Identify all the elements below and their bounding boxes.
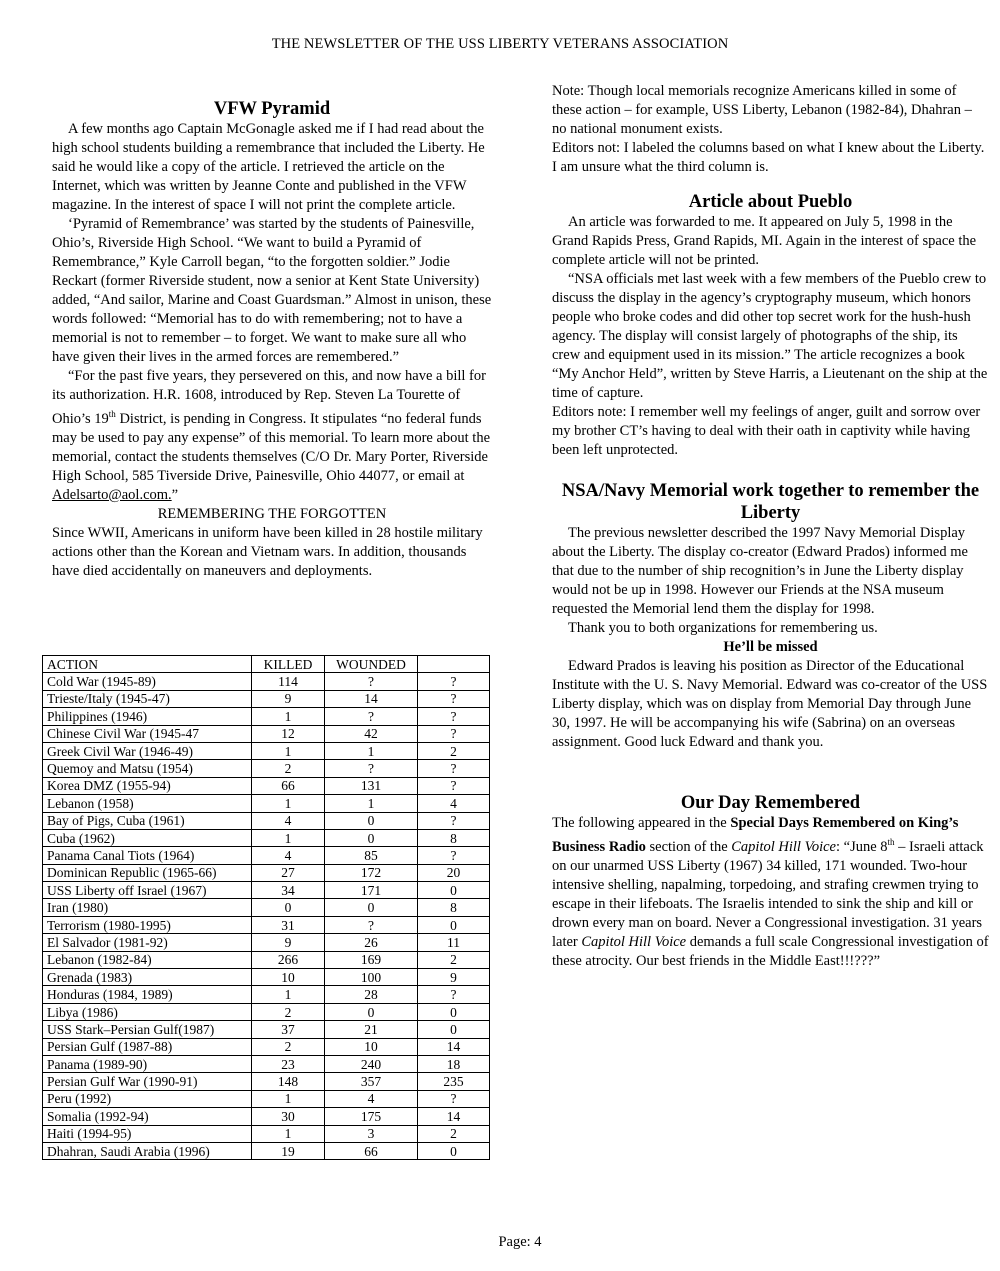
table-cell: ? [418, 708, 490, 725]
table-cell: 1 [252, 795, 325, 812]
table-cell: ? [325, 708, 418, 725]
table-cell: 0 [325, 899, 418, 916]
table-cell: ? [418, 986, 490, 1003]
our-day-text-5: : “June 8 [835, 838, 888, 855]
table-cell: 0 [418, 1003, 490, 1020]
table-row [43, 1055, 490, 1072]
table-cell: Terrorism (1980-1995) [43, 916, 252, 933]
table-cell: 0 [325, 1003, 418, 1020]
table-cell: 1 [252, 1125, 325, 1142]
vfw-paragraph-1: A few months ago Captain McGonagle asked me if I had read about the high school students building a remembrance that included the Liberty. He said he would like a copy of the article. I retrieved the article on the Internet, which was written by Jeanne Conte and published in the VFW magazine. In the interest of space I will not print the complete article. [52, 121, 485, 213]
table-cell: 34 [252, 882, 325, 899]
table-row [43, 673, 490, 690]
table-cell: Honduras (1984, 1989) [43, 986, 252, 1003]
table-row [43, 1021, 490, 1038]
table-cell: 2 [418, 1125, 490, 1142]
table-cell: ? [325, 673, 418, 690]
table-cell: Panama Canal Tiots (1964) [43, 847, 252, 864]
casualties-table [42, 655, 490, 1160]
table-row [43, 1108, 490, 1125]
our-day-text-8: demands a full scale Congressional investigation of these atrocity. Our best friends in the Middle East!!!???” [552, 933, 989, 969]
table-row [43, 708, 490, 725]
table-cell: ? [325, 760, 418, 777]
table-cell: 2 [252, 1003, 325, 1020]
table-cell: Korea DMZ (1955-94) [43, 777, 252, 794]
nsa-paragraph-3: Edward Prados is leaving his position as Director of the Educational Institute with the U. S. Navy Memorial. Edward was co-creator of the USS Liberty display, which was on display from Memorial Day through June 30, 1997. He will be accompanying his wife (Sabrina) on an overseas assignment. Good luck Edward and thank you. [552, 658, 988, 750]
superscript-th-2: th [887, 837, 895, 847]
table-cell: 4 [418, 795, 490, 812]
table-cell: Chinese Civil War (1945-47 [43, 725, 252, 742]
table-row [43, 986, 490, 1003]
table-cell: Panama (1989-90) [43, 1055, 252, 1072]
editors-not-paragraph: Editors not: I labeled the columns based on what I knew about the Liberty. I am unsure what the third column is. [552, 140, 985, 175]
page-number: Page: 4 [498, 1234, 542, 1250]
table-row [43, 1125, 490, 1142]
table-cell: 9 [252, 690, 325, 707]
pueblo-title: Article about Pueblo [688, 192, 853, 212]
table-cell: 2 [418, 951, 490, 968]
table-cell: 0 [418, 916, 490, 933]
table-header-cell: KILLED [252, 656, 325, 673]
table-cell: Peru (1992) [43, 1090, 252, 1107]
table-cell: Greek Civil War (1946-49) [43, 742, 252, 759]
table-cell: Persian Gulf (1987-88) [43, 1038, 252, 1055]
table-cell: 266 [252, 951, 325, 968]
table-cell: 66 [252, 777, 325, 794]
our-day-publication-1: Capitol Hill Voice [731, 838, 836, 855]
table-cell: ? [325, 916, 418, 933]
table-cell: Lebanon (1982-84) [43, 951, 252, 968]
table-cell: 14 [418, 1108, 490, 1125]
table-cell: 240 [325, 1055, 418, 1072]
table-row [43, 812, 490, 829]
table-cell: 19 [252, 1142, 325, 1159]
our-day-radio-name: Special Days Remembered on King’s Business Radio [552, 815, 959, 855]
table-cell: 1 [252, 829, 325, 846]
table-header-row [43, 656, 490, 673]
pueblo-paragraph-2: “NSA officials met last week with a few members of the Pueblo crew to discuss the display in the agency’s cryptography museum, which honors people who broke codes and did other top secret work for the hush-hush agency. The display will consist largely of photographs of the ship, its crew and equipment used in its mission.” The article recognizes a book “My Anchor Held”, written by Steve Harris, a Lieutenant on the ship at the time of capture. [552, 271, 988, 401]
table-cell: USS Liberty off Israel (1967) [43, 882, 252, 899]
our-day-title: Our Day Remembered [680, 793, 861, 813]
table-cell: Quemoy and Matsu (1954) [43, 760, 252, 777]
table-header-cell: ACTION [43, 656, 252, 673]
table-cell: 171 [325, 882, 418, 899]
table-cell: 9 [252, 934, 325, 951]
table-cell: 131 [325, 777, 418, 794]
note-paragraph: Note: Though local memorials recognize Americans killed in some of these action – for example, USS Liberty, Lebanon (1982-84), Dhahran – no national monument exists. [552, 83, 972, 137]
vfw-p3-text-b: District, is pending in Congress. It stipulates “no federal funds may be used to pay any expense” of this memorial. To learn more about the memorial, contact the students themselves (C/O Dr. Mary Porter, Riverside High School, 585 Tiverside Drive, Painesville, Ohio 44077, or email at [52, 410, 491, 484]
table-cell: 23 [252, 1055, 325, 1072]
table-row [43, 969, 490, 986]
table-cell: 31 [252, 916, 325, 933]
table-cell: Bay of Pigs, Cuba (1961) [43, 812, 252, 829]
pueblo-paragraph-1: An article was forwarded to me. It appeared on July 5, 1998 in the Grand Rapids Press, Grand Rapids, MI. Again in the interest of space the complete article will not be printed. [552, 214, 977, 268]
vfw-p3-end: ” [171, 486, 179, 503]
remembering-heading: REMEMBERING THE FORGOTTEN [157, 505, 387, 522]
our-day-publication-2: Capitol Hill Voice [581, 933, 687, 950]
table-cell: 1 [252, 742, 325, 759]
newsletter-header: THE NEWSLETTER OF THE USS LIBERTY VETERANS ASSOCIATION [271, 36, 729, 52]
table-cell: 1 [252, 1090, 325, 1107]
table-cell: 0 [418, 1021, 490, 1038]
table-cell: Haiti (1994-95) [43, 1125, 252, 1142]
table-cell: 0 [418, 882, 490, 899]
table-cell: Dominican Republic (1965-66) [43, 864, 252, 881]
table-cell: 9 [418, 969, 490, 986]
table-cell: ? [418, 725, 490, 742]
table-cell: 2 [252, 760, 325, 777]
table-cell: 175 [325, 1108, 418, 1125]
table-cell: 10 [325, 1038, 418, 1055]
table-cell: Libya (1986) [43, 1003, 252, 1020]
table-cell: 42 [325, 725, 418, 742]
table-row [43, 690, 490, 707]
table-cell: 0 [418, 1142, 490, 1159]
table-cell: Dhahran, Saudi Arabia (1996) [43, 1142, 252, 1159]
our-day-paragraph [552, 814, 989, 971]
table-cell: ? [418, 812, 490, 829]
table-row [43, 899, 490, 916]
table-cell: 2 [252, 1038, 325, 1055]
table-cell: 0 [252, 899, 325, 916]
our-day-text-1: The following appeared in the [552, 815, 731, 831]
table-cell: ? [418, 760, 490, 777]
left-column [52, 98, 492, 581]
table-row [43, 864, 490, 881]
table-cell: 0 [325, 829, 418, 846]
table-cell: 28 [325, 986, 418, 1003]
table-cell: Philippines (1946) [43, 708, 252, 725]
table-cell: 66 [325, 1142, 418, 1159]
table-cell: ? [418, 1090, 490, 1107]
missed-subheading: He’ll be missed [723, 639, 818, 655]
our-day-text-3: section of the [645, 838, 732, 855]
superscript-th: th [108, 409, 116, 419]
table-row [43, 847, 490, 864]
table-cell: Lebanon (1958) [43, 795, 252, 812]
table-row [43, 777, 490, 794]
table-cell: 1 [325, 742, 418, 759]
table-row [43, 1142, 490, 1159]
table-cell: 37 [252, 1021, 325, 1038]
table-row [43, 1073, 490, 1090]
table-cell: 26 [325, 934, 418, 951]
table-cell: Cold War (1945-89) [43, 673, 252, 690]
table-cell: 1 [325, 795, 418, 812]
table-cell: 18 [418, 1055, 490, 1072]
table-cell: 1 [252, 708, 325, 725]
table-cell: 20 [418, 864, 490, 881]
table-cell: 8 [418, 829, 490, 846]
table-row [43, 1090, 490, 1107]
table-cell: 3 [325, 1125, 418, 1142]
table-row [43, 795, 490, 812]
table-row [43, 951, 490, 968]
table-cell: 30 [252, 1108, 325, 1125]
table-cell: 172 [325, 864, 418, 881]
remembering-text: Since WWII, Americans in uniform have been killed in 28 hostile military actions other than the Korean and Vietnam wars. In addition, thousands have died accidentally on maneuvers and deployments. [52, 524, 483, 579]
table-row [43, 829, 490, 846]
table-cell: USS Stark–Persian Gulf(1987) [43, 1021, 252, 1038]
table-cell: 21 [325, 1021, 418, 1038]
table-cell: ? [418, 673, 490, 690]
table-cell: 27 [252, 864, 325, 881]
nsa-paragraph-2: Thank you to both organizations for remembering us. [568, 620, 878, 636]
table-cell: 148 [252, 1073, 325, 1090]
email-link[interactable]: Adelsarto@aol.com. [52, 486, 172, 503]
vfw-pyramid-title: VFW Pyramid [213, 99, 331, 119]
table-cell: Trieste/Italy (1945-47) [43, 690, 252, 707]
table-row [43, 1038, 490, 1055]
table-cell: 0 [325, 812, 418, 829]
table-cell: Persian Gulf War (1990-91) [43, 1073, 252, 1090]
table-row [43, 760, 490, 777]
table-cell: 100 [325, 969, 418, 986]
table-cell: 10 [252, 969, 325, 986]
table-cell: 1 [252, 986, 325, 1003]
our-day-text-6: – Israeli attack on our unarmed USS Liberty (1967) 34 killed, 171 wounded. Two-hour intensive shelling, napalming, torpedoing, and strafing crewmen trying to escape in their lifeboats. The Israelis intended to sink the ship and kill or drown every man on board. Never a Congressional investigation. 31 years later [552, 838, 984, 950]
table-cell: 14 [418, 1038, 490, 1055]
table-row [43, 882, 490, 899]
table-cell: 169 [325, 951, 418, 968]
nsa-paragraph-1: The previous newsletter described the 1997 Navy Memorial Display about the Liberty. The display co-creator (Edward Prados) informed me that due to the number of ship recognition’s in June the Liberty display would not be up in 1998. However our Friends at the NSA museum requested the Memorial lend them the display for 1998. [552, 525, 968, 617]
right-column [552, 82, 989, 971]
table-cell: El Salvador (1981-92) [43, 934, 252, 951]
table-cell: Cuba (1962) [43, 829, 252, 846]
pueblo-editors-note: Editors note: I remember well my feelings of anger, guilt and sorrow over my brother CT’s having to deal with their oath in captivity while having been left unprotected. [552, 404, 981, 458]
table-cell: 4 [252, 812, 325, 829]
vfw-paragraph-2: ‘Pyramid of Remembrance’ was started by the students of Painesville, Ohio’s, Riverside High School. “We want to build a Pyramid of Remembrance,” Kyle Carroll began, “to the forgotten soldier.” Jodie Reckart (former Riverside student, now a senior at Kent State University) added, “And sailor, Marine and Coast Guardsman.” Almost in unison, these words followed: “Memorial has to do with remembering; not to have a memorial is not to remember – to forget. We want to make sure all who have given their lives in the armed forces are remembered.” [52, 216, 492, 365]
table-row [43, 916, 490, 933]
nsa-navy-title: NSA/Navy Memorial work together to remember the Liberty [561, 481, 980, 523]
table-cell: ? [418, 777, 490, 794]
table-row [43, 742, 490, 759]
table-header-cell: WOUNDED [325, 656, 418, 673]
table-cell: 4 [252, 847, 325, 864]
table-cell: Grenada (1983) [43, 969, 252, 986]
table-cell: 85 [325, 847, 418, 864]
table-cell: 14 [325, 690, 418, 707]
table-cell: ? [418, 690, 490, 707]
vfw-paragraph-3 [52, 367, 492, 505]
table-row [43, 934, 490, 951]
vfw-p3-text-a: “For the past five years, they persevered on this, and now have a bill for its authorization. H.R. 1608, introduced by Rep. Steven La Tourette of Ohio’s 19 [52, 368, 486, 427]
table-cell: 4 [325, 1090, 418, 1107]
table-cell: 357 [325, 1073, 418, 1090]
table-row [43, 725, 490, 742]
table-row [43, 1003, 490, 1020]
table-cell: 12 [252, 725, 325, 742]
table-cell: 2 [418, 742, 490, 759]
table-cell: 11 [418, 934, 490, 951]
table-cell: Iran (1980) [43, 899, 252, 916]
table-cell: 8 [418, 899, 490, 916]
table-header-cell [418, 656, 490, 673]
table-cell: 235 [418, 1073, 490, 1090]
table-cell: ? [418, 847, 490, 864]
table-cell: Somalia (1992-94) [43, 1108, 252, 1125]
table-cell: 114 [252, 673, 325, 690]
